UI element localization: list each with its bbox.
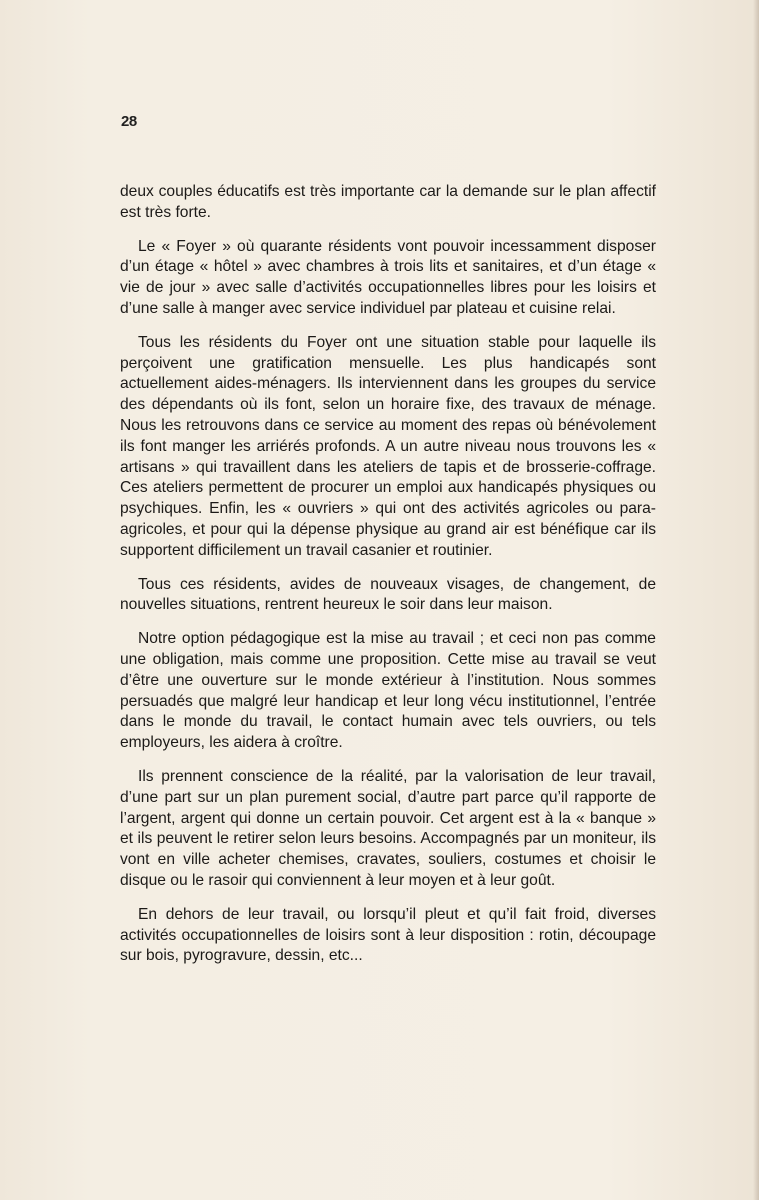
paragraph-residents-work: Tous les résidents du Foyer ont une situation stable pour laquelle ils perçoivent une gratification mensuelle. Les plus handicapés sont actuellement aides-ménagers. Ils interviennent dans les groupes du service des dépendants où ils font, selon un horaire fixe, des travaux de ménage. Nous les retrouvons dans ce service au moment des repas où bénévolement ils font manger les arriérés profonds. A un autre niveau nous trouvons les « artisans » qui travaillent dans les ateliers de tapis et de brosserie-coffrage. Ces ateliers permettent de procurer un emploi aux handicapés physiques ou psychiques. Enfin, les « ouvriers » qui ont des activités agricoles ou para-agricoles, et pour qui la dépense physique au grand air est bénéfique car ils supportent difficilement un travail casanier et routinier. bbox=[120, 333, 656, 559]
paragraph-residents-evening: Tous ces résidents, avides de nouveaux visages, de changement, de nouvelles situations, rentrent heureux le soir dans leur maison. bbox=[120, 575, 656, 614]
page-edge-shadow bbox=[753, 0, 759, 1200]
paragraph-reality-awareness: Ils prennent conscience de la réalité, par la valorisation de leur travail, d’une part sur un plan purement social, d’autre part parce qu’il rapporte de l’argent, argent qui donne un certain pouvoir. Cet argent est à la « banque » et ils peuvent le retirer selon leurs besoins. Accompagnés par un moniteur, ils vont en ville acheter chemises, cravates, souliers, costumes et choisir le disque ou le rasoir qui conviennent à leur moyen et à leur goût. bbox=[120, 767, 656, 889]
paragraph-leisure-activities: En dehors de leur travail, ou lorsqu’il pleut et qu’il fait froid, diverses activités occupationnelles de loisirs sont à leur disposition : rotin, découpage sur bois, pyrogravure, dessin, etc... bbox=[120, 905, 656, 965]
paragraph-continuation: deux couples éducatifs est très importante car la demande sur le plan affectif est très forte. bbox=[120, 183, 656, 221]
paragraph-foyer: Le « Foyer » où quarante résidents vont pouvoir incessamment disposer d’un étage « hôtel » avec chambres à trois lits et sanitaires, et d’un étage « vie de jour » avec salle d’activités occupationnelles libres pour les loisirs et d’une salle à manger avec service individuel par plateau et cuisine relai. bbox=[120, 237, 656, 317]
page-number: 28 bbox=[121, 113, 137, 130]
paragraph-pedagogical-option: Notre option pédagogique est la mise au travail ; et ceci non pas comme une obligation, mais comme une proposition. Cette mise au travail se veut d’être une ouverture sur le monde extérieur à l’institution. Nous sommes persuadés que malgré leur handicap et leur long vécu institutionnel, l’entrée dans le monde du travail, le contact humain avec tels ouvriers, ou tels employeurs, les aidera à croître. bbox=[120, 630, 656, 752]
body-text bbox=[120, 182, 656, 967]
